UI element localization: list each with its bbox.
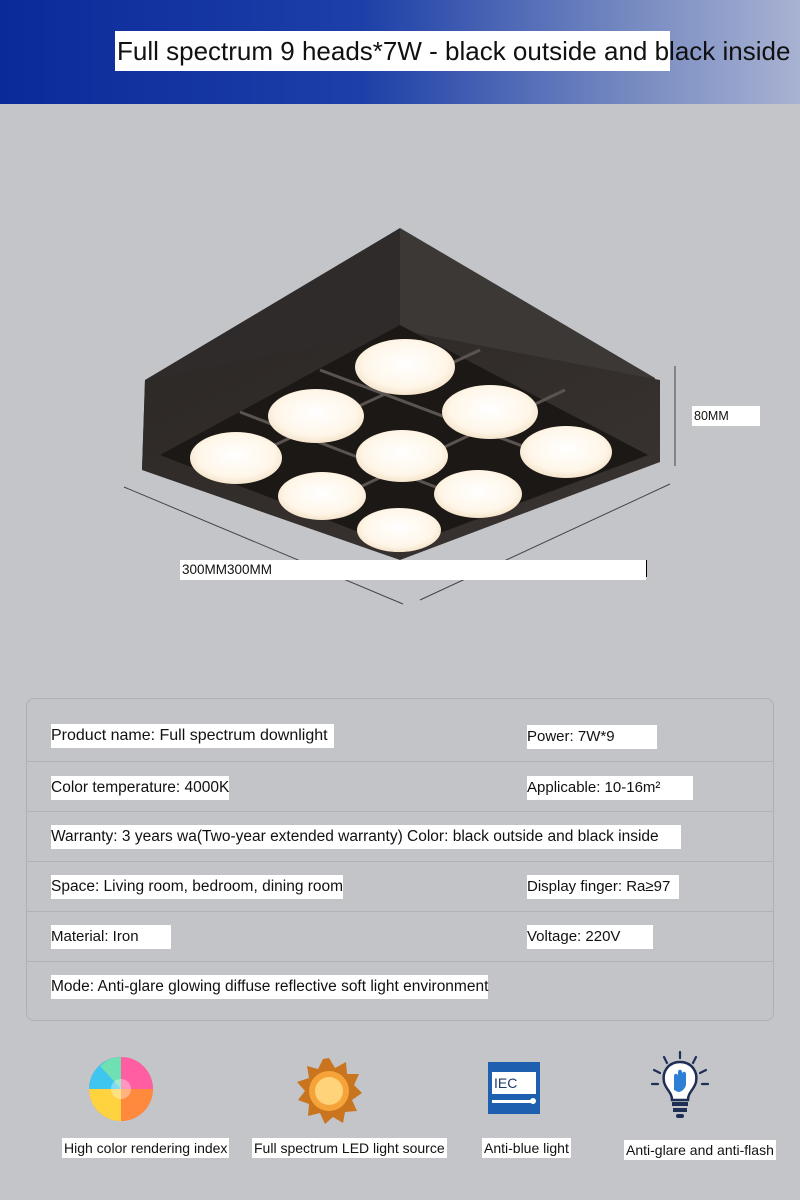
feature-high-color-rendering xyxy=(64,1050,228,1160)
banner-title-text: Full spectrum 9 heads*7W - black outside and black inside xyxy=(117,36,791,66)
spec-row xyxy=(27,861,773,912)
spec-row xyxy=(27,761,773,812)
spec-product-name: Product name: Full spectrum downlight xyxy=(51,724,334,748)
lamp-head xyxy=(434,470,522,518)
lamp-head xyxy=(356,430,448,482)
spec-table xyxy=(26,698,774,1021)
lamp-head xyxy=(520,426,612,478)
product-figure xyxy=(0,104,800,684)
height-dimension-label: 80MM xyxy=(692,406,760,426)
feature-label: Anti-blue light xyxy=(484,1140,569,1156)
iec-label-box xyxy=(492,1072,536,1094)
feature-anti-glare xyxy=(624,1050,784,1160)
iec-line xyxy=(492,1100,532,1103)
spec-voltage: Voltage: 220V xyxy=(527,925,653,949)
spec-mode: Mode: Anti-glare glowing diffuse reflective soft light environment xyxy=(51,975,488,999)
lamp-head xyxy=(442,385,538,439)
spec-row xyxy=(27,911,773,962)
iec-certificate-icon xyxy=(488,1062,540,1114)
feature-label: High color rendering index xyxy=(64,1140,228,1156)
downlight-product-image xyxy=(0,104,800,684)
color-wheel-icon xyxy=(86,1054,156,1124)
spec-power: Power: 7W*9 xyxy=(527,725,657,749)
spec-display-finger: Display finger: Ra≥97 xyxy=(527,875,679,899)
sun-icon xyxy=(294,1056,364,1126)
spec-row xyxy=(27,811,773,862)
spec-applicable: Applicable: 10-16m² xyxy=(527,776,693,800)
spec-color-temperature: Color temperature: 4000K xyxy=(51,776,229,800)
top-banner xyxy=(0,0,800,104)
width-dimension-label: 300MM300MM xyxy=(180,560,646,580)
lamp-head xyxy=(357,508,441,552)
lamp-head xyxy=(190,432,282,484)
lamp-head xyxy=(268,389,364,443)
hand-lightbulb-icon xyxy=(648,1050,712,1120)
lamp-head xyxy=(355,339,455,395)
spec-warranty-color: Warranty: 3 years wa(Two-year extended warranty) Color: black outside and black inside xyxy=(51,825,681,849)
iec-text: IEC xyxy=(494,1075,518,1091)
lamp-head xyxy=(278,472,366,520)
iec-dot xyxy=(530,1098,536,1104)
feature-label: Anti-glare and anti-flash xyxy=(626,1142,774,1158)
spec-row xyxy=(27,711,773,762)
spec-material: Material: Iron xyxy=(51,925,171,949)
spec-space: Space: Living room, bedroom, dining room xyxy=(51,875,343,899)
feature-anti-blue-light xyxy=(482,1050,642,1160)
spec-row xyxy=(27,961,773,1011)
feature-full-spectrum-led xyxy=(252,1050,445,1160)
feature-label: Full spectrum LED light source xyxy=(254,1140,445,1156)
banner-title xyxy=(115,31,791,71)
